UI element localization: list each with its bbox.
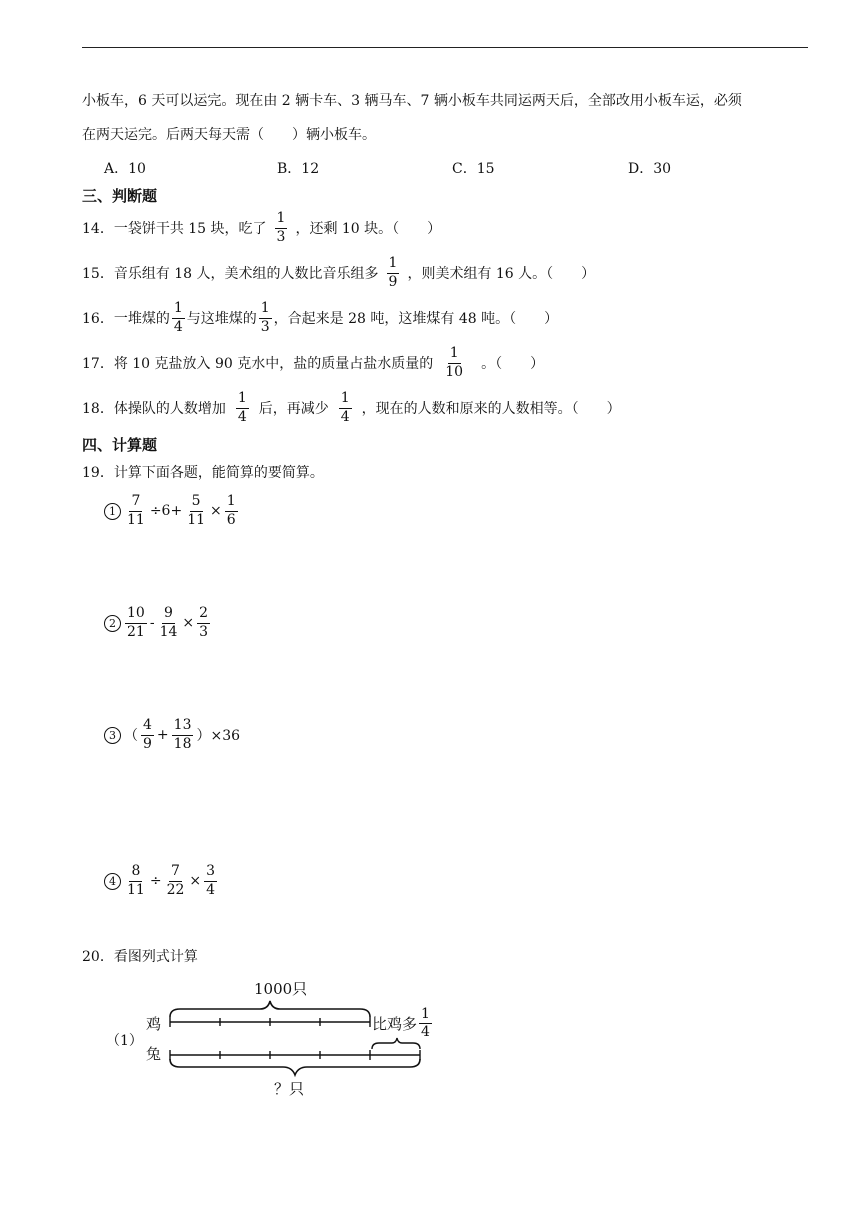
more-than-chicken-label: 比鸡多 $\frac{1}{4}$: [372, 1006, 430, 1041]
q13-line2: 在两天运完。后两天每天需（ ）辆小板车。: [82, 127, 376, 143]
section3-title: 三、判断题: [82, 187, 158, 205]
q15: 15．音乐组有 18 人，美术组的人数比音乐组多 $\frac{1}{9}$ ，则美术组有 16 人。（ ）: [82, 255, 596, 290]
fraction: $\frac{1}{10}$: [445, 345, 464, 380]
chicken-top-brace: [170, 1001, 370, 1017]
q20-prompt: 20．看图列式计算: [82, 949, 198, 965]
chicken-total-label: 1000只: [254, 980, 308, 998]
q14: 14．一袋饼干共 15 块，吃了 $\frac{1}{3}$ ，还剩 10 块。（ ）: [82, 210, 442, 245]
fraction: $\frac{1}{4}$: [421, 1006, 430, 1041]
q16: 16．一堆煤的 $\frac{1}{4}$ 与这堆煤的 $\frac{1}{3}$ ，合起来是 28 吨，这堆煤有 48 吨。（ ）: [82, 300, 559, 335]
fraction: $\frac{7}{22}$: [166, 863, 185, 898]
option-a: A．10: [104, 161, 146, 177]
calc-problem-3: 3 （ $\frac{4}{9}$ + $\frac{13}{18}$ ）×36: [104, 714, 241, 756]
calc-problem-1: 1 $\frac{7}{11}$ ÷6+ $\frac{5}{11}$ × $\frac{1}{6}$: [104, 490, 240, 532]
option-b: B．12: [277, 161, 320, 177]
option-c: C．15: [452, 161, 495, 177]
q17: 17．将 10 克盐放入 90 克水中，盐的质量占盐水质量的 $\frac{1}{10}$ 。（ ）: [82, 345, 545, 380]
fraction: $\frac{1}{3}$: [276, 210, 286, 245]
calc-problem-2: 2 $\frac{10}{21}$ - $\frac{9}{14}$ × $\frac{2}{3}$: [104, 602, 212, 644]
circled-number: 2: [104, 615, 121, 632]
rabbit-label: 兔: [146, 1045, 162, 1063]
fraction: $\frac{10}{21}$: [127, 605, 145, 640]
fraction: $\frac{5}{11}$: [187, 493, 206, 528]
fraction: $\frac{7}{11}$: [127, 493, 145, 528]
chicken-label: 鸡: [146, 1015, 162, 1033]
rabbit-bottom-brace: [170, 1059, 420, 1075]
fraction: $\frac{1}{4}$: [340, 390, 350, 425]
fraction: $\frac{1}{9}$: [388, 255, 398, 290]
fraction: $\frac{2}{3}$: [199, 605, 209, 640]
fraction: $\frac{1}{3}$: [260, 300, 270, 335]
header-rule: [82, 47, 808, 48]
line-segment-diagram: [100, 975, 460, 1105]
fraction: $\frac{13}{18}$: [173, 717, 192, 752]
diagram-lines: [100, 975, 460, 1105]
q13-line1: 小板车，6 天可以运完。现在由 2 辆卡车、3 辆马车、7 辆小板车共同运两天后，全部改用小板车运，必须: [82, 93, 742, 109]
fraction: $\frac{1}{6}$: [226, 493, 236, 528]
calc-problem-4: 4 $\frac{8}{11}$ ÷ $\frac{7}{22}$ × $\frac{3}{4}$: [104, 860, 219, 902]
fraction: $\frac{1}{4}$: [173, 300, 183, 335]
circled-number: 4: [104, 873, 121, 890]
unknown-total-label: ？只: [274, 1080, 305, 1098]
fraction: $\frac{9}{14}$: [159, 605, 178, 640]
section4-title: 四、计算题: [82, 436, 158, 454]
extra-part-brace: [372, 1038, 420, 1049]
fraction: $\frac{4}{9}$: [143, 717, 152, 752]
fraction: $\frac{8}{11}$: [127, 863, 145, 898]
part-label: （1）: [106, 1033, 143, 1049]
fraction: $\frac{3}{4}$: [206, 863, 216, 898]
circled-number: 3: [104, 727, 121, 744]
q18: 18．体操队的人数增加 $\frac{1}{4}$ 后，再减少 $\frac{1}{4}$ ，现在的人数和原来的人数相等。（ ）: [82, 390, 621, 425]
circled-number: 1: [104, 503, 121, 520]
option-d: D．30: [628, 161, 672, 177]
fraction: $\frac{1}{4}$: [237, 390, 247, 425]
q19-prompt: 19．计算下面各题，能简算的要简算。: [82, 465, 324, 481]
